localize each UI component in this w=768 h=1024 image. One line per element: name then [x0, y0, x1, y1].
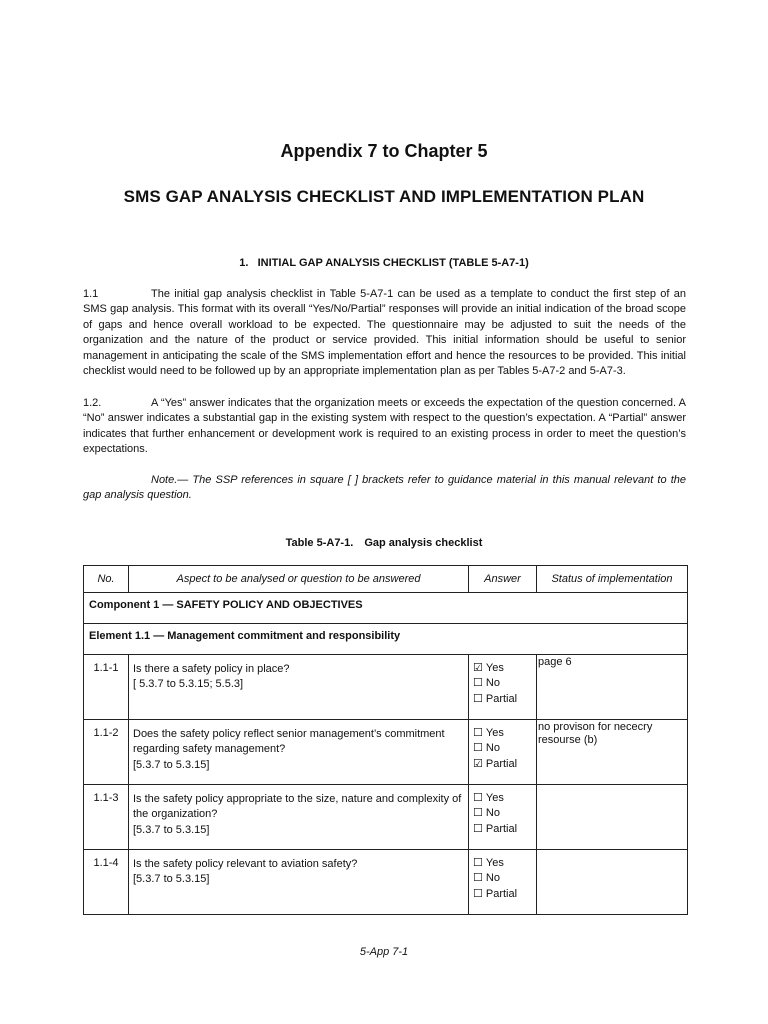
answer-cell [469, 785, 537, 850]
question-cell [129, 720, 469, 785]
status-cell: no provison for nececry resourse (b) [537, 720, 688, 785]
answer-option-label: Partial [485, 692, 518, 705]
paragraph-1-2 [83, 396, 686, 458]
answer-cell [469, 850, 537, 915]
unchecked-box-icon[interactable]: ☐ [473, 677, 483, 690]
question-reference: [5.3.7 to 5.3.15] [133, 758, 210, 771]
answer-option-partial[interactable] [473, 822, 536, 837]
element-row [84, 624, 688, 655]
question-number: 1.1-1 [84, 655, 129, 720]
paragraph-number: 1.2. [83, 397, 102, 409]
answer-option-label: Partial [485, 822, 518, 835]
question-cell [129, 655, 469, 720]
question-text: Is the safety policy relevant to aviation safety? [133, 858, 358, 870]
answer-option-label: No [485, 872, 500, 885]
answer-option-partial[interactable] [473, 887, 536, 902]
component-row [84, 593, 688, 624]
question-cell [129, 785, 469, 850]
answer-cell [469, 655, 537, 720]
unchecked-box-icon[interactable]: ☐ [473, 857, 483, 869]
answer-option-no[interactable] [473, 806, 536, 821]
question-reference: [5.3.7 to 5.3.15] [133, 873, 210, 886]
table-number: Table 5-A7-1. [285, 537, 354, 549]
question-number: 1.1-2 [84, 720, 129, 785]
question-reference: [ 5.3.7 to 5.3.15; 5.5.3] [133, 678, 244, 691]
table-row [84, 850, 688, 915]
table-header-row [84, 566, 688, 593]
answer-option-label: Yes [485, 727, 504, 739]
checked-box-icon[interactable]: ☑ [473, 757, 483, 770]
note-text: Note.— The SSP references in square [ ] brackets refer to guidance material in this manual relevant to the gap analysis question. [83, 474, 686, 502]
question-number: 1.1-3 [84, 785, 129, 850]
answer-option-label: Yes [485, 792, 504, 804]
status-cell [537, 850, 688, 915]
section-heading: 1. INITIAL GAP ANALYSIS CHECKLIST (TABLE 5-A7-1) [239, 257, 529, 269]
answer-option-no[interactable] [473, 741, 536, 756]
document-title: SMS GAP ANALYSIS CHECKLIST AND IMPLEMENTATION PLAN [123, 187, 645, 206]
table-row [84, 785, 688, 850]
unchecked-box-icon[interactable]: ☐ [473, 792, 483, 804]
table-title: Gap analysis checklist [364, 537, 483, 549]
gap-analysis-checklist-table [83, 565, 688, 915]
answer-option-yes[interactable] [473, 661, 536, 676]
table-caption [0, 537, 768, 549]
element-heading: Element 1.1 — Management commitment and responsibility [84, 624, 688, 655]
header-aspect: Aspect to be analysed or question to be answered [129, 566, 469, 593]
question-text: Is the safety policy appropriate to the size, nature and complexity of the organization? [133, 793, 462, 821]
header-status: Status of implementation [537, 566, 688, 593]
answer-option-label: No [485, 742, 500, 755]
question-text: Is there a safety policy in place? [133, 663, 290, 675]
paragraph-text: The initial gap analysis checklist in Table 5-A7-1 can be used as a template to conduct the first step of an SMS gap analysis. This format with its overall “Yes/No/Partial” responses will provide an initial indication of the broad scope of gaps and hence overall workload to be expected. The questionnaire may be adjusted to suit the needs of the organization and the nature of the product or service provided. This initial information should be useful to senior management in anticipating the scale of the SMS implementation effort and hence the resources to be provided. This initial checklist would need to be followed up by an appropriate implementation plan as per Tables 5-A7-2 and 5-A7-3. [83, 288, 686, 378]
unchecked-box-icon[interactable]: ☐ [473, 887, 483, 900]
unchecked-box-icon[interactable]: ☐ [473, 822, 483, 835]
paragraph-text: A “Yes” answer indicates that the organization meets or exceeds the expectation of the question concerned. A “No” answer indicates a substantial gap in the existing system with respect to the question’s expectation. A “Partial” answer indicates that further enhancement or development work is required to an existing process in order to meet the question’s expectations. [83, 397, 686, 456]
unchecked-box-icon[interactable]: ☐ [473, 807, 483, 820]
question-reference: [5.3.7 to 5.3.15] [133, 823, 210, 836]
checked-box-icon[interactable]: ☑ [473, 662, 483, 674]
answer-option-partial[interactable] [473, 692, 536, 707]
paragraph-number: 1.1 [83, 288, 99, 300]
answer-option-label: Partial [485, 757, 518, 770]
answer-option-yes[interactable] [473, 726, 536, 741]
answer-option-label: Yes [485, 857, 504, 869]
unchecked-box-icon[interactable]: ☐ [473, 727, 483, 739]
table-row [84, 720, 688, 785]
unchecked-box-icon[interactable]: ☐ [473, 872, 483, 885]
note-paragraph [83, 473, 686, 504]
question-rows [84, 655, 688, 915]
unchecked-box-icon[interactable]: ☐ [473, 742, 483, 755]
question-text: Does the safety policy reflect senior management’s commitment regarding safety management? [133, 728, 445, 756]
answer-option-label: No [485, 677, 500, 690]
component-heading: Component 1 — SAFETY POLICY AND OBJECTIVES [84, 593, 688, 624]
answer-option-partial[interactable] [473, 757, 536, 772]
answer-option-no[interactable] [473, 676, 536, 691]
status-cell: page 6 [537, 655, 688, 720]
appendix-title: Appendix 7 to Chapter 5 [280, 141, 488, 161]
header-no: No. [84, 566, 129, 593]
header-answer: Answer [469, 566, 537, 593]
page-footer: 5-App 7-1 [359, 946, 409, 958]
answer-option-no[interactable] [473, 871, 536, 886]
question-number: 1.1-4 [84, 850, 129, 915]
answer-option-yes[interactable] [473, 791, 536, 806]
status-cell [537, 785, 688, 850]
answer-cell [469, 720, 537, 785]
paragraph-1-1 [83, 287, 686, 379]
answer-option-yes[interactable] [473, 856, 536, 871]
answer-option-label: Partial [485, 887, 518, 900]
unchecked-box-icon[interactable]: ☐ [473, 692, 483, 705]
answer-option-label: Yes [485, 662, 504, 674]
table-row [84, 655, 688, 720]
question-cell [129, 850, 469, 915]
answer-option-label: No [485, 807, 500, 820]
